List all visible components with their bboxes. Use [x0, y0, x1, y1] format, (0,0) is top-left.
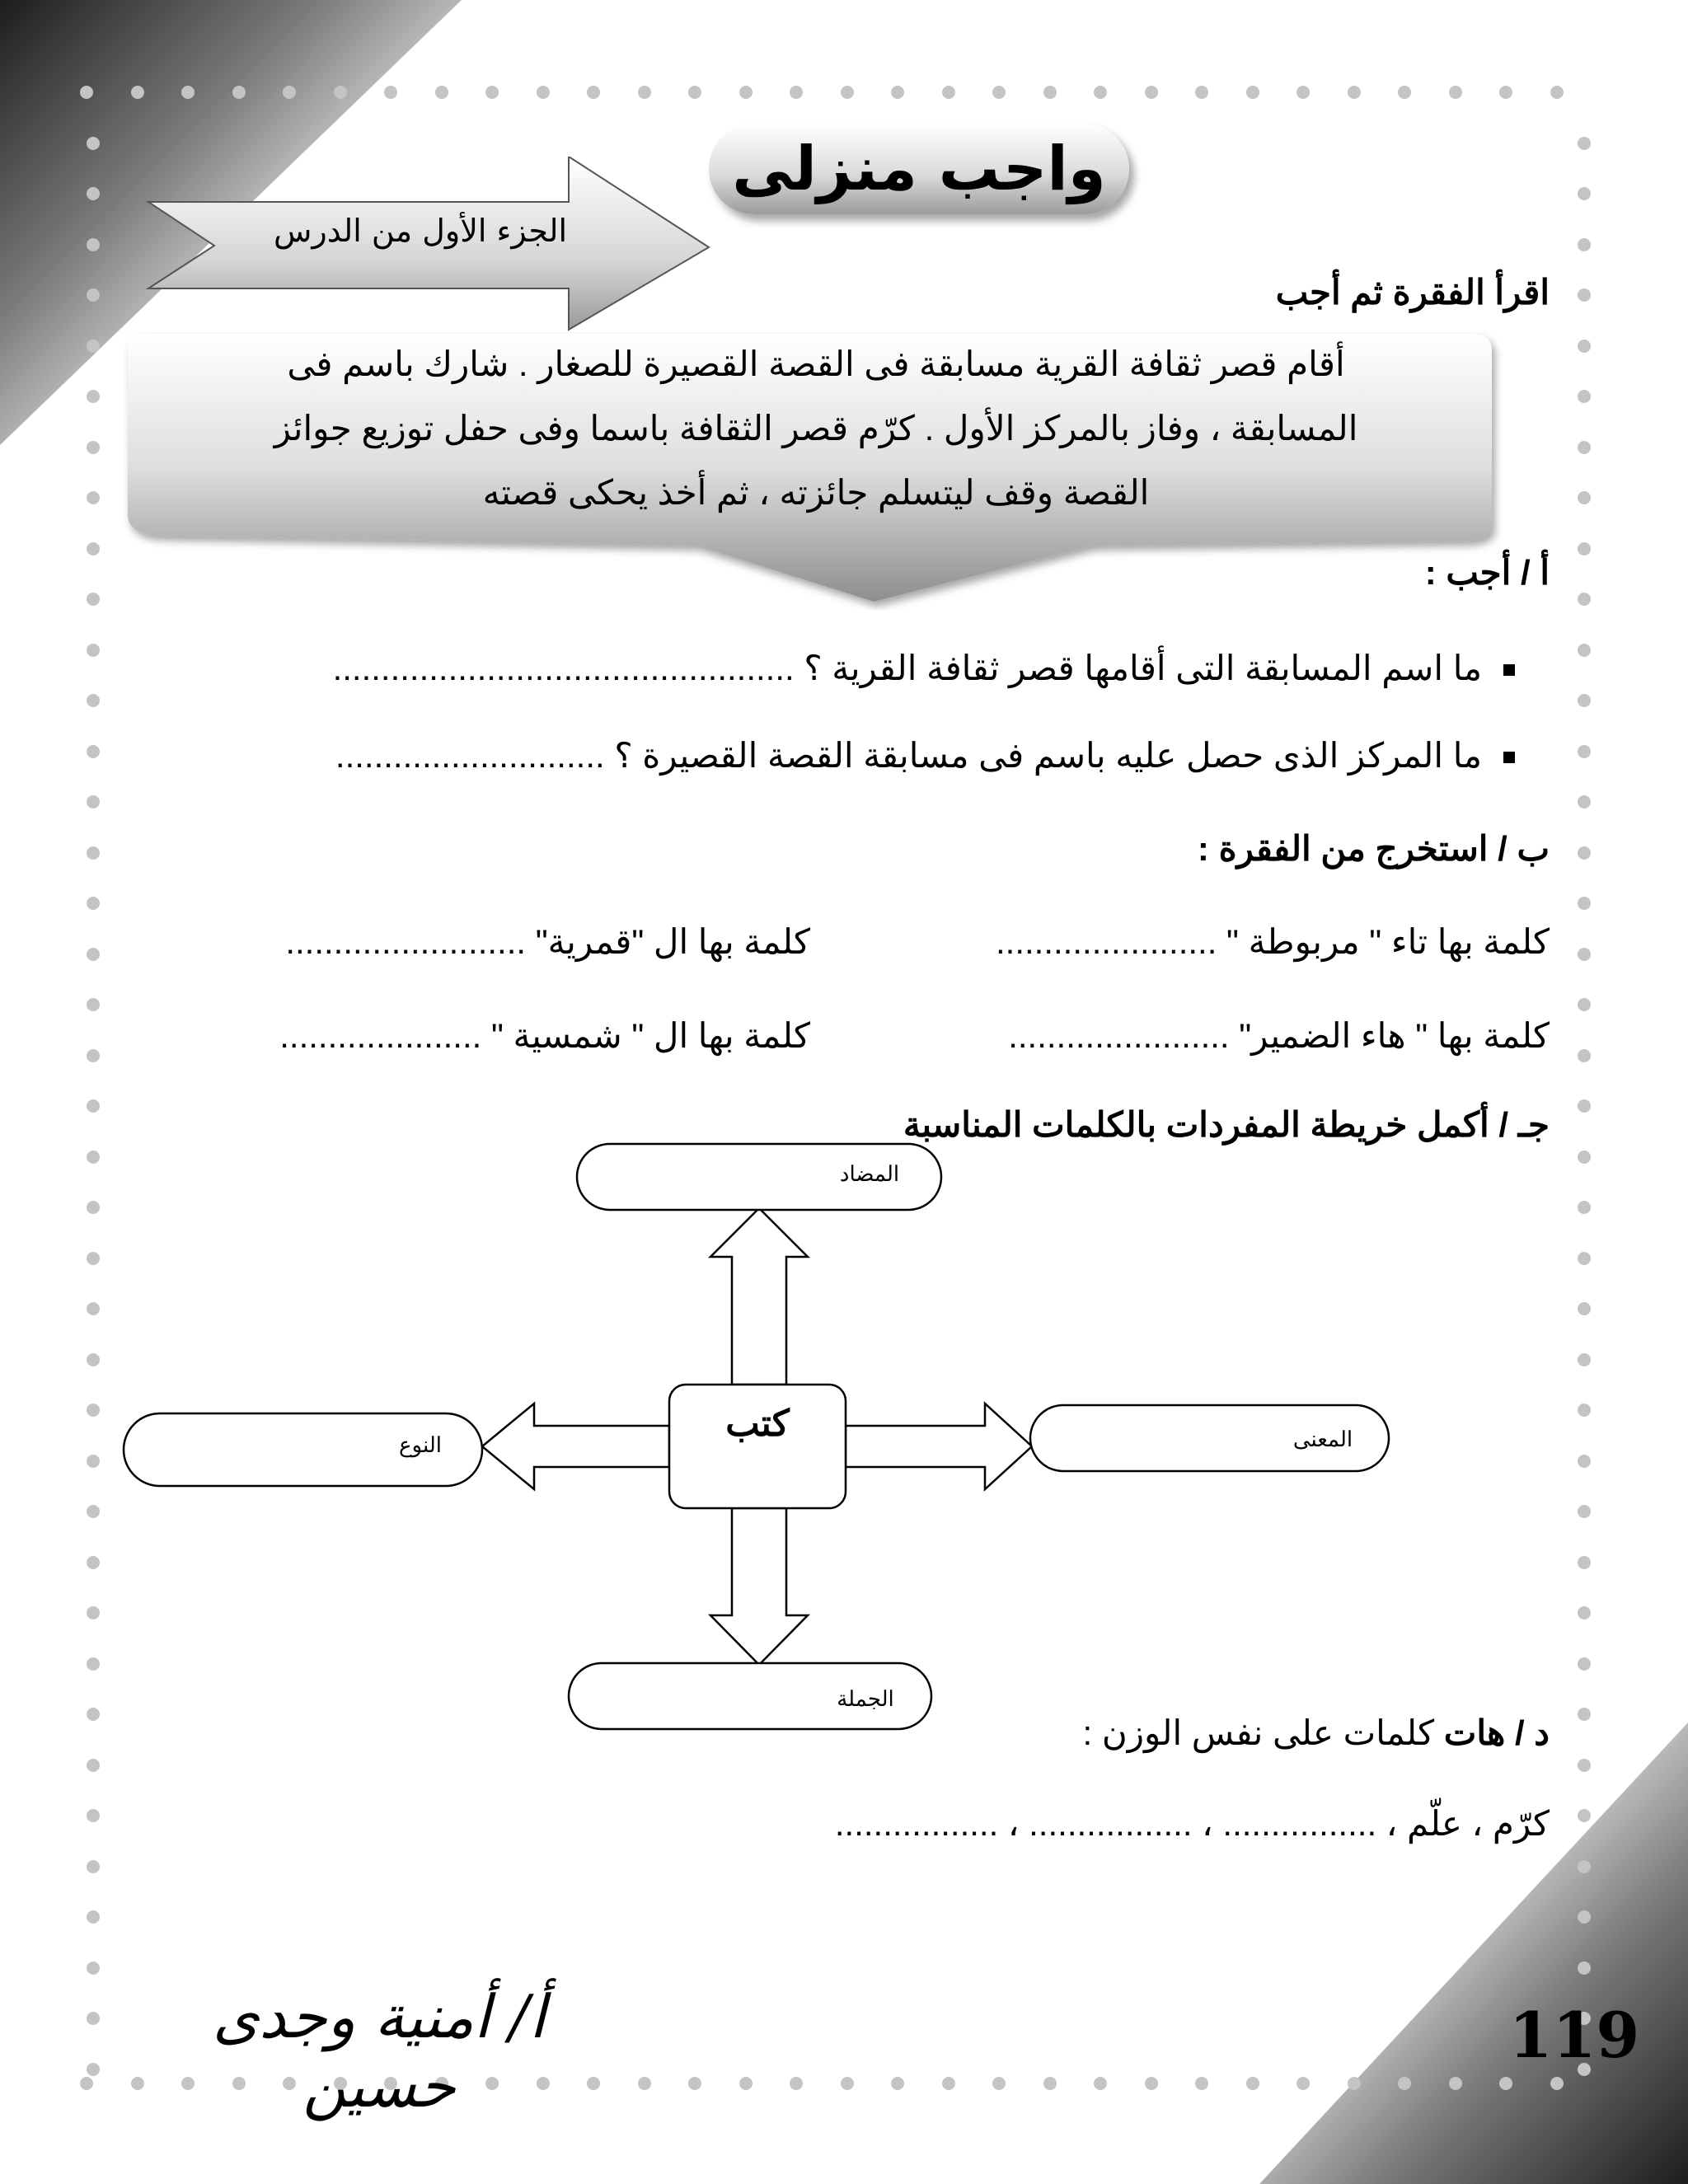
center-word: كتب: [725, 1404, 790, 1444]
label-top: المضاد: [839, 1161, 900, 1186]
extract-item-1: كلمة بها تاء " مربوطة " .......................: [996, 922, 1550, 961]
passage-line-2: المسابقة ، وفاز بالمركز الأول . كرّم قصر الثقافة باسما وفى حفل توزيع جوائز: [274, 409, 1358, 448]
label-bottom: الجملة: [837, 1686, 894, 1711]
section-b-heading: ب / استخرج من الفقرة :: [1197, 829, 1550, 868]
section-d-heading-bold: د / هات: [1443, 1713, 1550, 1752]
same-pattern-line: كرّم ، علّم ، ................ ، ................. ، .................: [834, 1804, 1550, 1843]
label-left: النوع: [399, 1432, 442, 1457]
arrow-left: [482, 1404, 669, 1489]
arrow-up: [710, 1208, 808, 1385]
page-title: واجب منزلى: [732, 134, 1106, 204]
instruction: اقرأ الفقرة ثم أجب: [1275, 273, 1550, 312]
label-right: المعنى: [1292, 1427, 1353, 1451]
arrow-down: [710, 1508, 808, 1665]
extract-item-4: كلمة بها ال " شمسية " .....................: [279, 1016, 810, 1055]
extract-item-2: كلمة بها ال "قمرية" .........................: [285, 922, 810, 961]
question-1: ما اسم المسابقة التى أقامها قصر ثقافة القرية ؟ ................................................: [332, 649, 1482, 687]
author-signature: أ/ أمنية وجدى حسين: [212, 1982, 546, 2121]
question-2: ما المركز الذى حصل عليه باسم فى مسابقة القصة القصيرة ؟ ............................: [335, 736, 1482, 775]
extract-item-3: كلمة بها " هاء الضمير" .......................: [1008, 1016, 1550, 1055]
section-a-heading: أ / أجب :: [1424, 553, 1550, 592]
page-number: 119: [1508, 1999, 1640, 2072]
section-d-heading-rest: كلمات على نفس الوزن :: [1082, 1713, 1444, 1752]
section-d-heading: [1083, 1713, 1550, 1753]
passage-line-1: أقام قصر ثقافة القرية مسابقة فى القصة القصيرة للصغار . شارك باسم فى: [287, 344, 1345, 383]
section-c-heading: جـ / أكمل خريطة المفردات بالكلمات المناسبة: [903, 1105, 1550, 1144]
arrow-right: [846, 1404, 1032, 1489]
lesson-part-label: الجزء الأول من الدرس: [273, 213, 568, 249]
passage-line-3: القصة وقف ليتسلم جائزته ، ثم أخذ يحكى قصته: [482, 473, 1150, 512]
